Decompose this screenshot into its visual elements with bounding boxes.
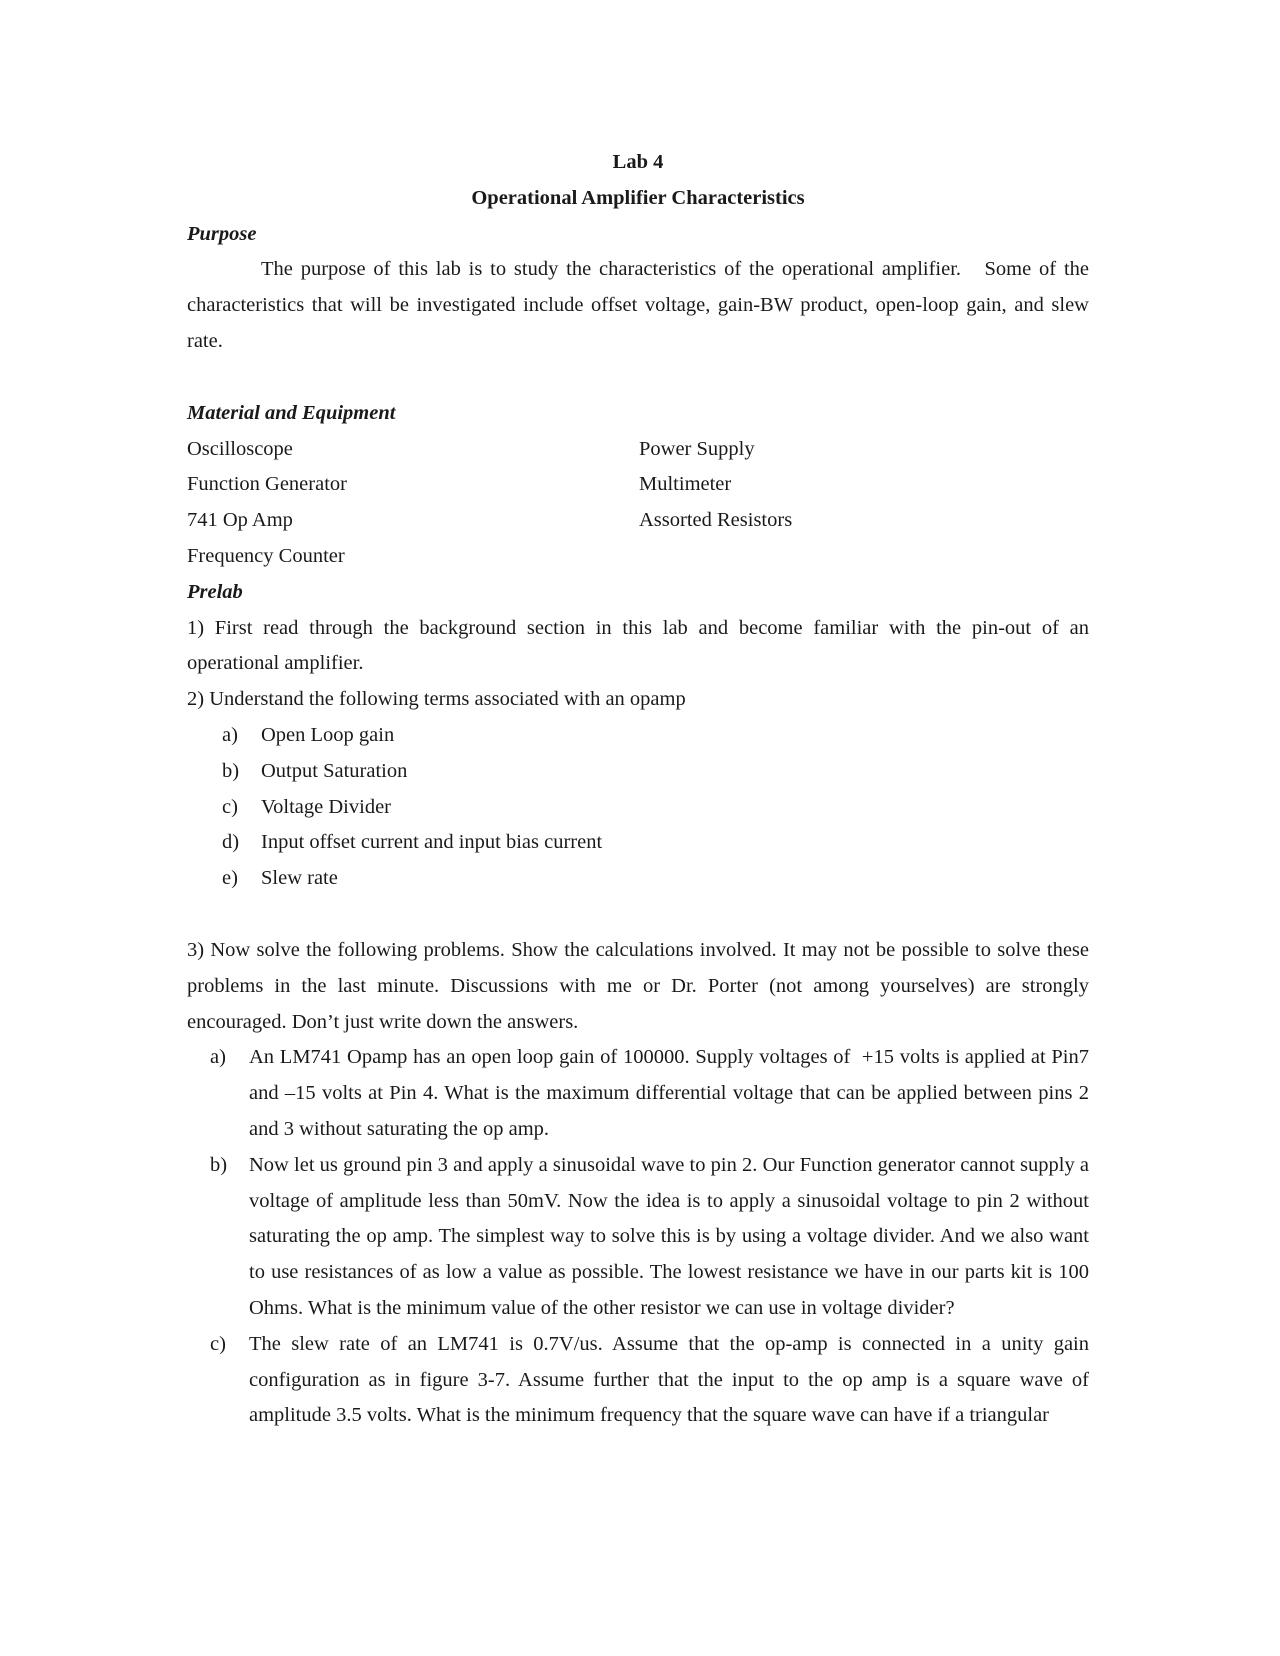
equipment-item: Function Generator <box>187 473 347 496</box>
prelab-heading: Prelab <box>187 580 243 603</box>
list-label: b) <box>210 1153 228 1176</box>
list-text: An LM741 Opamp has an open loop gain of 100000. Supply voltages of +15 volts is applied at Pin7 and –15 volts at Pin 4. What is the maximum differential voltage that can be applied between pins 2 and 3 without saturating the op amp. <box>249 1046 1095 1140</box>
list-label: e) <box>222 867 238 890</box>
equipment-column-left <box>187 432 637 575</box>
lab-subtitle: Operational Amplifier Characteristics <box>471 186 805 209</box>
list-text: Open Loop gain <box>261 723 395 746</box>
list-item <box>222 790 1089 826</box>
equipment-item: Oscilloscope <box>187 437 293 460</box>
list-item <box>210 1148 1089 1327</box>
list-text: Slew rate <box>261 867 338 890</box>
list-label: c) <box>210 1332 226 1355</box>
spacer <box>187 360 1089 396</box>
prelab-item-3: 3) Now solve the following problems. Show the calculations involved. It may not be possible to solve these problems in the last minute. Discussions with me or Dr. Porter (not among yourselves) are strongly encouraged. Don’t just write down the answers. <box>187 938 1089 1033</box>
list-item <box>222 718 1089 754</box>
terms-list <box>187 718 1089 897</box>
equipment-item: 741 Op Amp <box>187 509 293 532</box>
equipment-item: Assorted Resistors <box>639 509 793 532</box>
lab-title: Lab 4 <box>612 151 664 173</box>
list-text: Input offset current and input bias current <box>261 831 603 854</box>
prelab-item-2: 2) Understand the following terms associated with an opamp <box>187 688 686 711</box>
list-label: d) <box>222 831 240 854</box>
prelab-item-1: 1) First read through the background section in this lab and become familiar with the pin-out of an operational amplifier. <box>187 616 1089 675</box>
list-text: Voltage Divider <box>261 795 391 818</box>
list-item <box>222 754 1089 790</box>
equipment-item: Multimeter <box>639 473 732 496</box>
list-item <box>210 1040 1095 1147</box>
list-text: Output Saturation <box>261 759 408 782</box>
list-label: b) <box>222 759 240 782</box>
list-label: c) <box>222 795 238 818</box>
list-text: The slew rate of an LM741 is 0.7V/us. Assume that the op-amp is connected in a unity gain configuration as in figure 3-7. Assume further that the input to the op amp is a square wave of amplitude 3.5 volts. What is the minimum frequency that the square wave can have if a triangular <box>249 1332 1089 1427</box>
purpose-text: The purpose of this lab is to study the characteristics of the operational amplifier. Some of the characteristics that will be investigated include offset voltage, gain-BW product, open-loop gain, and slew rate. <box>187 258 1095 352</box>
list-label: a) <box>222 723 238 746</box>
equipment-item: Power Supply <box>639 437 755 460</box>
list-text: Now let us ground pin 3 and apply a sinusoidal wave to pin 2. Our Function generator cannot supply a voltage of amplitude less than 50mV. Now the idea is to apply a sinusoidal voltage to pin 2 without saturating the op amp. The simplest way to solve this is by using a voltage divider. And we also want to use resistances of as low a value as possible. The lowest resistance we have in our parts kit is 100 Ohms. What is the minimum value of the other resistor we can use in voltage divider? <box>249 1153 1089 1319</box>
list-item <box>222 825 1089 861</box>
materials-heading: Material and Equipment <box>187 401 396 424</box>
page-content <box>187 145 1095 1434</box>
problems-list <box>187 1040 1095 1434</box>
list-item <box>222 861 1089 897</box>
equipment-item: Frequency Counter <box>187 544 345 567</box>
equipment-list <box>187 432 1089 575</box>
list-item <box>210 1327 1089 1434</box>
purpose-heading: Purpose <box>187 222 257 245</box>
spacer <box>187 897 1089 933</box>
equipment-column-right <box>637 432 1089 575</box>
list-label: a) <box>210 1046 226 1069</box>
